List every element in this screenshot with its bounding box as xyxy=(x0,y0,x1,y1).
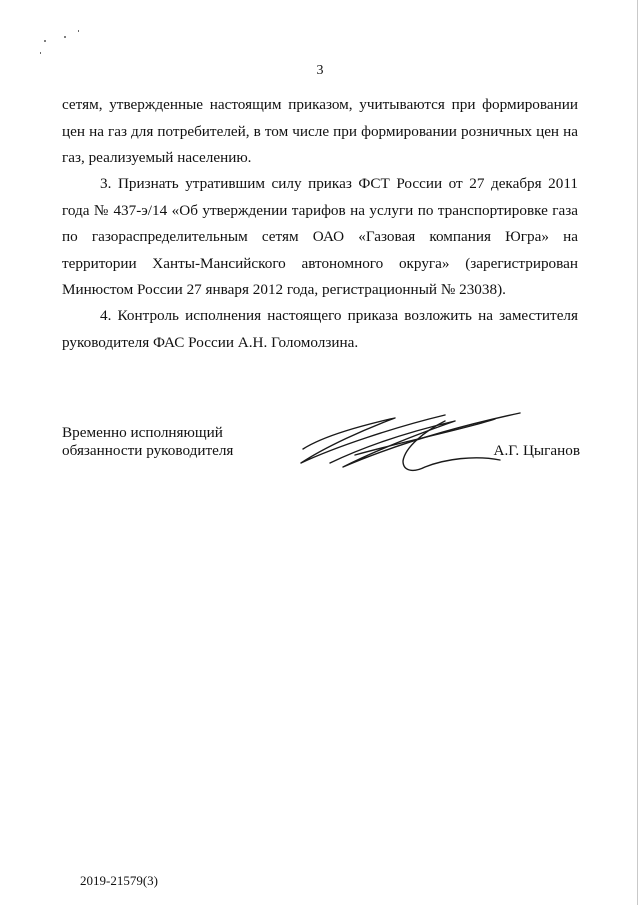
paragraph-item-4: 4. Контроль исполнения настоящего приказа возложить на заместителя руководителя ФАС России А.Н. Голомолзина. xyxy=(62,307,578,351)
signatory-title-line-2: обязанности руководителя xyxy=(62,442,234,459)
document-registration-number: 2019-21579(3) xyxy=(80,873,158,888)
paragraph-item-3: 3. Признать утратившим силу приказ ФСТ России от 27 декабря 2011 года № 437-э/14 «Об утверждении тарифов на услуги по транспортировке газа по газораспределительным сетям ОАО «Газовая компания Югра» на территории Ханты-Мансийского автономного округа» (зарегистрирован Минюстом России 27 января 2012 года, регистрационный № 23038). xyxy=(62,175,578,298)
paragraph-continuation: сетям, утвержденные настоящим приказом, учитываются при формировании цен на газ для потребителей, в том числе при формировании розничных цен на газ, реализуемый населению. xyxy=(62,96,578,166)
scan-speck xyxy=(40,52,41,54)
scan-speck xyxy=(64,36,66,38)
signatory-title-line-1: Временно исполняющий xyxy=(62,424,223,441)
scan-speck xyxy=(78,30,79,32)
signer-name: А.Г. Цыганов xyxy=(493,442,580,459)
scan-speck xyxy=(44,40,46,42)
handwritten-signature xyxy=(295,405,525,483)
scan-edge xyxy=(637,0,638,905)
signatory-title xyxy=(62,424,233,460)
page-number: 3 xyxy=(316,63,324,78)
